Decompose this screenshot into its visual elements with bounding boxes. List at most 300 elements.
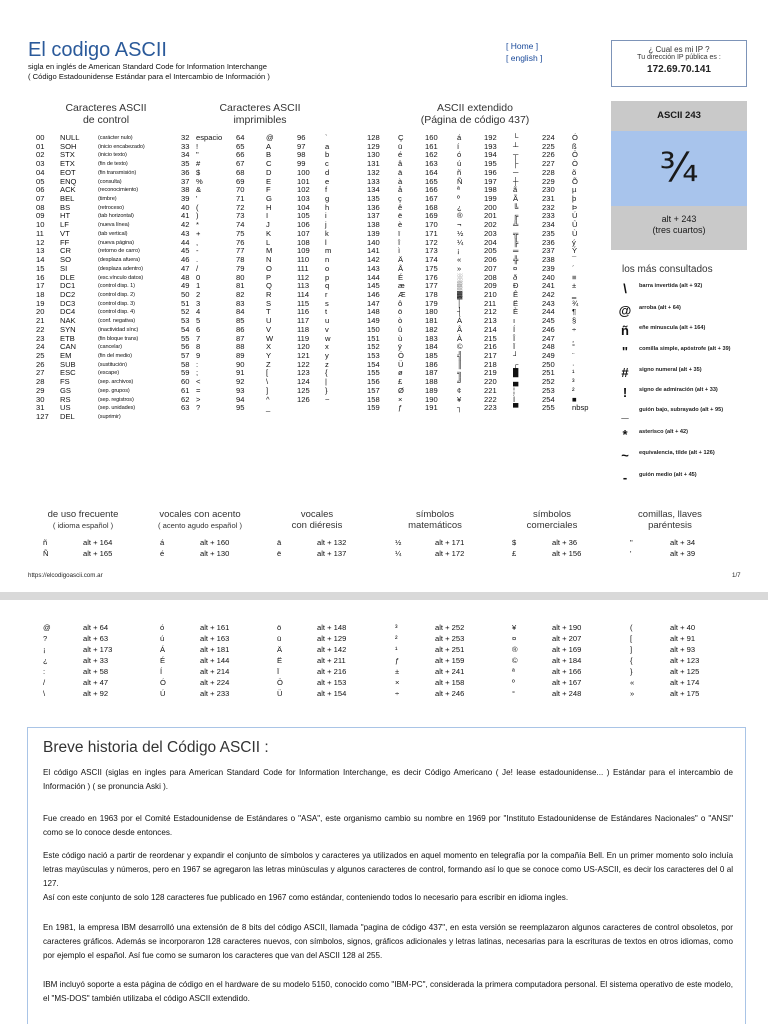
category-alt-code: alt + 160 (200, 538, 230, 547)
category-alt-code: alt + 159 (435, 656, 465, 665)
ascii-code: 112 (297, 272, 310, 282)
ascii-char: ÷ (572, 324, 577, 334)
ascii-char: ▀ (513, 403, 519, 413)
category-char: ú (160, 634, 165, 643)
ascii-description: (escape) (98, 370, 119, 377)
ascii-code: 201 (484, 211, 497, 221)
extended-subtitle: (Página de código 437) (420, 114, 530, 126)
ascii-code: 38 (181, 185, 190, 195)
ascii-code: 141 (367, 246, 380, 256)
ascii-char: ® (457, 211, 463, 221)
ascii-code: 36 (181, 167, 190, 177)
ascii-code: 240 (542, 272, 555, 282)
ascii-char: 8 (196, 342, 201, 352)
ascii-description: (sep. grupos) (98, 387, 130, 394)
ascii-code: 33 (181, 141, 190, 151)
site-title[interactable]: El codigo ASCII (28, 39, 167, 61)
ascii-char: Ç (398, 133, 404, 142)
ascii-code: 110 (297, 255, 310, 265)
ascii-code: 57 (181, 351, 190, 360)
ascii-char: ª (457, 185, 460, 195)
category-alt-code: alt + 167 (552, 678, 582, 687)
most-consulted-label: comilla simple, apóstrofe (alt + 39) (639, 346, 731, 352)
ascii-code: 158 (367, 394, 380, 404)
ascii-char: 5 (196, 316, 201, 326)
category-char: ü (277, 634, 282, 643)
category-char: é (160, 549, 165, 558)
most-consulted-symbol: - (622, 470, 628, 485)
ascii-code: 76 (236, 237, 245, 247)
ascii-code: 203 (484, 228, 497, 238)
ascii-code: 142 (367, 255, 380, 265)
ascii-code: 124 (297, 377, 310, 387)
ascii-code: 120 (297, 342, 310, 352)
ascii-code: 238 (542, 255, 555, 265)
ascii-char: ~ (325, 394, 330, 404)
ascii-description: (fin transmisión) (98, 169, 137, 176)
most-consulted-symbol: ! (622, 385, 628, 400)
ascii-code: 229 (542, 176, 555, 186)
ascii-code: 176 (425, 272, 438, 282)
category-char: ¼ (395, 549, 402, 558)
ascii-code: 130 (367, 150, 380, 160)
ascii-description: (nueva línea) (98, 222, 130, 229)
most-consulted-label: arroba (alt + 64) (639, 305, 681, 311)
ascii-code: 221 (484, 385, 497, 395)
category-title: comillas, llaves (638, 509, 702, 520)
ascii-code: 37 (181, 176, 190, 186)
ascii-code: 162 (425, 150, 438, 160)
ascii-code: 182 (425, 324, 438, 334)
history-paragraph: Así con este conjunto de solo 128 caracteres fue publicado en 1967 como estándar, conteniendo todos lo necesario para escribir en idioma ingles. (43, 893, 569, 902)
ascii-char: Ä (398, 255, 404, 265)
category-char: É (160, 656, 166, 665)
ascii-code: 252 (542, 377, 555, 387)
most-consulted-symbol: # (621, 365, 629, 380)
ascii-char: ´ (572, 263, 575, 273)
ascii-char: H (266, 202, 272, 212)
ascii-code: 66 (236, 150, 245, 160)
most-consulted-label: guión bajo, subrayado (alt + 95) (639, 407, 724, 413)
ascii-code: 185 (425, 351, 438, 360)
ascii-description: (tab vertical) (98, 230, 128, 237)
ascii-char: ╬ (513, 255, 519, 265)
control-header (36, 102, 176, 126)
ascii-code: 69 (236, 176, 245, 186)
ascii-char: HT (60, 211, 71, 221)
category-char: ? (43, 634, 48, 643)
ascii-code: 161 (425, 141, 438, 151)
ascii-description: (tab horizontal) (98, 213, 134, 220)
ascii-code: 123 (297, 368, 310, 378)
ascii-char: Ü (398, 359, 404, 369)
ascii-char: ¢ (457, 385, 462, 395)
control-subtitle: de control (82, 114, 130, 126)
category-char: ( (630, 623, 633, 632)
ascii-char: Ï (513, 342, 516, 352)
ascii-code: 17 (36, 281, 45, 291)
ascii-code: 154 (367, 359, 380, 369)
ascii-code: 139 (367, 228, 380, 238)
ascii-code: 22 (36, 324, 45, 334)
ascii-char: ± (572, 281, 577, 291)
ascii-char: V (266, 324, 272, 334)
ascii-char: Ø (398, 385, 404, 395)
nav-english-link[interactable]: english (510, 53, 538, 63)
ascii-char: █ (513, 368, 519, 378)
ascii-char: ¶ (572, 307, 577, 317)
category-header (497, 509, 607, 531)
ascii-code: 109 (297, 246, 310, 256)
ascii-code: 151 (367, 333, 380, 343)
ascii-code: 178 (425, 289, 438, 299)
ascii-code: 29 (36, 385, 45, 395)
ascii-char: ı (513, 316, 516, 326)
ascii-char: Ã (513, 194, 519, 204)
most-consulted-title: los más consultados (622, 264, 713, 275)
ascii-char: - (196, 246, 199, 256)
ascii-code: 220 (484, 377, 497, 387)
ascii-char: ¾ (572, 298, 579, 308)
ascii-code: 143 (367, 263, 380, 273)
ascii-char: s (325, 298, 329, 308)
category-alt-code: alt + 93 (670, 645, 696, 654)
ascii-code: 43 (181, 228, 190, 238)
ascii-code: 117 (297, 316, 310, 326)
category-char: ± (395, 667, 400, 676)
ascii-code: 219 (484, 368, 497, 378)
category-char: Ó (160, 678, 166, 687)
ascii-char: Þ (572, 202, 578, 212)
category-alt-code: alt + 211 (317, 656, 346, 665)
ascii-code: 97 (297, 141, 306, 151)
category-char: « (630, 678, 635, 687)
ascii-char: ¤ (513, 263, 518, 273)
page-number: 1/7 (732, 572, 741, 579)
ascii-code: 210 (484, 289, 497, 299)
ascii-char: ETX (60, 159, 75, 169)
ascii-char: × (398, 394, 403, 404)
ascii-char: ╩ (513, 220, 519, 230)
ascii-code: 137 (367, 211, 380, 221)
ascii-char: p (325, 272, 330, 282)
ascii-char: ACK (60, 185, 76, 195)
ascii-code: 34 (181, 150, 190, 160)
ascii-code: 165 (425, 176, 438, 186)
ip-label: Tu dirección IP pública es : (637, 54, 721, 61)
ascii-code: 134 (367, 185, 380, 195)
ascii-code: 217 (484, 351, 497, 360)
ascii-code: 211 (484, 298, 497, 308)
ascii-code: 32 (181, 133, 190, 142)
category-alt-code: alt + 190 (552, 623, 582, 632)
ascii-code: 149 (367, 316, 380, 326)
category-alt-code: alt + 40 (670, 623, 696, 632)
ascii-char: U (266, 316, 272, 326)
category-char: ¿ (43, 656, 48, 665)
ascii-char: ¨ (572, 351, 575, 360)
ip-box[interactable] (611, 40, 747, 87)
ascii-code: 74 (236, 220, 245, 230)
category-title: símbolos (415, 509, 454, 520)
ascii-highlight-info (611, 206, 747, 250)
category-title: vocales con acento (159, 509, 241, 520)
ascii-char: ┬ (513, 150, 519, 160)
ascii-char: DC2 (60, 289, 76, 299)
ascii-char: x (325, 342, 329, 352)
ascii-code: 47 (181, 263, 190, 273)
ascii-char: £ (398, 377, 403, 387)
ascii-code: 12 (36, 237, 45, 247)
category-alt-code: alt + 163 (200, 634, 230, 643)
ascii-code: 152 (367, 342, 380, 352)
ascii-code: 106 (297, 220, 310, 230)
ascii-char: u (325, 316, 330, 326)
ascii-code: 83 (236, 298, 245, 308)
ascii-char: EOT (60, 167, 76, 177)
category-subtitle: paréntesis (648, 520, 692, 531)
ascii-code: 20 (36, 307, 45, 317)
category-char: ³ (395, 623, 398, 632)
ascii-char: 2 (196, 289, 201, 299)
ascii-char: ç (398, 194, 402, 204)
ascii-char: ▄ (513, 377, 519, 387)
ascii-char: ¥ (457, 394, 462, 404)
ascii-char: Í (513, 324, 516, 334)
history-paragraph: En 1981, la empresa IBM desarrolló una extensión de 8 bits del código ASCII, llamada "pagina de código 437", en esta versión se reemplazaron algunos caracteres de control obsoletos, por caracteres gráficos. Además se incorporaron 128 caracteres nuevos, con símbolos, signos, gráficos adicionales y letras latinas, necesarias para la escrituras de textos en otros idiomas, como por ejemplo el español. Así fue como se sumaron los caracteres que van del ASCII 128 al 255. (43, 923, 733, 960)
category-char: @ (43, 623, 51, 632)
ascii-code: 237 (542, 246, 555, 256)
ascii-code: 200 (484, 202, 497, 212)
category-subtitle: matemáticos (408, 520, 462, 531)
category-header (28, 509, 138, 531)
ascii-char: ║ (457, 359, 463, 369)
ascii-char: ! (196, 141, 199, 151)
ascii-char: ETB (60, 333, 75, 343)
ascii-description: (cancelar) (98, 344, 122, 351)
ascii-char: Æ (398, 289, 406, 299)
ascii-code: 80 (236, 272, 245, 282)
category-alt-code: alt + 253 (435, 634, 465, 643)
ascii-char: ï (398, 228, 401, 238)
ascii-char: ü (398, 141, 403, 151)
ascii-code: 62 (181, 394, 190, 404)
ascii-char: LF (60, 220, 69, 230)
ascii-char: _ (266, 403, 271, 413)
ascii-char: B (266, 150, 272, 160)
ascii-code: 166 (425, 185, 438, 195)
ascii-char: I (266, 211, 269, 221)
ascii-code: 195 (484, 159, 497, 169)
ascii-char: SYN (60, 324, 76, 334)
category-alt-code: alt + 248 (552, 689, 582, 698)
printable-title: Caracteres ASCII (219, 102, 301, 114)
ascii-code: 54 (181, 324, 190, 334)
ascii-char: þ (572, 194, 577, 204)
category-subtitle: ( idioma español ) (52, 521, 114, 530)
category-char: ® (512, 645, 518, 654)
most-consulted-label: signo numeral (alt + 35) (639, 367, 702, 373)
ascii-char: 9 (196, 351, 201, 360)
category-char: \ (43, 689, 46, 698)
ascii-char: FF (60, 237, 70, 247)
ascii-char: ( (196, 202, 199, 212)
ascii-char: Ý (572, 246, 578, 256)
ascii-char: G (266, 194, 272, 204)
ascii-code: 167 (425, 194, 438, 204)
category-alt-code: alt + 169 (552, 645, 582, 654)
ascii-code: 19 (36, 298, 45, 308)
ascii-code: 146 (367, 289, 380, 299)
ascii-code: 63 (181, 403, 190, 413)
category-alt-code: alt + 91 (670, 634, 696, 643)
nav-home-link[interactable]: Home (510, 41, 534, 51)
ascii-char: W (266, 333, 274, 343)
ascii-description: (fin del medio) (98, 353, 132, 359)
ascii-char: Ê (513, 289, 519, 299)
ascii-description: (control disp. 2) (98, 291, 135, 298)
category-alt-code: alt + 233 (200, 689, 230, 698)
ascii-code: 212 (484, 307, 497, 317)
ascii-code: 35 (181, 159, 190, 169)
ascii-char: US (60, 403, 71, 413)
ascii-code: 75 (236, 228, 245, 238)
history-box (27, 727, 746, 1024)
ascii-char: nbsp (572, 403, 589, 413)
ascii-char: ‗ (572, 289, 577, 299)
ascii-code: 243 (542, 298, 555, 308)
ascii-code: 122 (297, 359, 310, 369)
ascii-code: 103 (297, 194, 310, 204)
ascii-code: 126 (297, 394, 310, 404)
ascii-char: ) (196, 211, 199, 221)
ascii-char: FS (60, 377, 70, 387)
ascii-code: 15 (36, 263, 45, 273)
ascii-char: w (325, 333, 331, 343)
ascii-description: (sustitución) (98, 361, 127, 368)
ascii-code: 135 (367, 194, 380, 204)
ascii-description: (reconocimiento) (98, 187, 139, 194)
category-alt-code: alt + 184 (552, 656, 582, 665)
ascii-char: Õ (572, 176, 578, 186)
ascii-description: (sep. archivos) (98, 379, 134, 386)
ascii-char: R (266, 289, 272, 299)
ascii-char: É (398, 272, 404, 282)
ascii-code: 11 (36, 228, 44, 238)
ascii-char: È (513, 307, 519, 317)
ascii-code: 246 (542, 324, 555, 334)
ascii-code: 114 (297, 289, 310, 299)
category-alt-code: alt + 172 (435, 549, 465, 558)
ascii-char: RS (60, 394, 71, 404)
ascii-description: (carácter nulo) (98, 135, 133, 141)
ascii-char: ¦ (513, 385, 515, 395)
ascii-char: DLE (60, 272, 75, 282)
category-char: ñ (43, 538, 48, 547)
most-consulted-label: eñe minuscula (alt + 164) (639, 325, 706, 331)
ascii-code: 68 (236, 167, 245, 177)
ascii-code: 105 (297, 211, 310, 221)
ip-question: ¿ Cual es mi IP ? (648, 45, 710, 54)
ascii-code: 100 (297, 167, 310, 177)
category-char: { (630, 656, 633, 665)
ascii-code: 113 (297, 281, 310, 291)
ascii-code: 18 (36, 289, 45, 299)
ascii-code: 98 (297, 150, 306, 160)
ascii-code: 147 (367, 298, 380, 308)
ascii-char: ä (398, 167, 403, 177)
ascii-char: Ò (572, 159, 578, 169)
ascii-char: y (325, 351, 329, 360)
ascii-code: 06 (36, 185, 45, 195)
category-alt-code: alt + 130 (200, 549, 230, 558)
ascii-char: ¹ (572, 368, 575, 378)
ascii-char: DC4 (60, 307, 76, 317)
ascii-char: Â (457, 324, 463, 334)
ascii-highlight-name: (tres cuartos) (652, 225, 706, 235)
ascii-description: (retroceso) (98, 204, 124, 211)
ascii-char: Ú (572, 211, 578, 221)
ascii-char: ° (572, 342, 576, 352)
ascii-code: 171 (425, 228, 438, 238)
category-alt-code: alt + 181 (200, 645, 230, 654)
ascii-char: < (196, 377, 201, 387)
history-paragraph: Fue creado en 1963 por el Comité Estadounidense de Estándares o "ASA", este organismo cambio su nombre en 1969 por "Instituto Estadounidense de Estándares Nacionales" o "ANSI" como se lo conoce desde entonces. (43, 814, 733, 837)
ascii-code: 79 (236, 263, 245, 273)
category-char: $ (512, 538, 517, 547)
category-char: Ñ (43, 549, 49, 558)
ascii-char: $ (196, 167, 201, 177)
ascii-code: 196 (484, 167, 497, 177)
ascii-code: 208 (484, 272, 497, 282)
category-alt-code: alt + 224 (200, 678, 230, 687)
ascii-char: ó (457, 150, 462, 160)
ascii-char: ß (572, 141, 577, 151)
ascii-description: (retorno de carro) (98, 248, 140, 255)
category-char: Á (160, 645, 166, 654)
ascii-char: [ (266, 368, 269, 378)
ascii-char: ╚ (513, 202, 519, 212)
ascii-code: 119 (297, 333, 310, 343)
ascii-char: NULL (60, 133, 80, 142)
ascii-char: / (196, 263, 199, 273)
category-alt-code: alt + 154 (317, 689, 347, 698)
category-alt-code: alt + 63 (83, 634, 109, 643)
ascii-code: 193 (484, 141, 497, 151)
ascii-char: æ (398, 281, 405, 291)
ascii-char: Ë (513, 298, 519, 308)
ascii-char: = (196, 385, 201, 395)
ascii-code: 73 (236, 211, 245, 221)
ascii-code: 206 (484, 255, 497, 265)
ascii-code: 39 (181, 194, 190, 204)
ascii-code: 121 (297, 351, 310, 360)
ascii-code: 116 (297, 307, 310, 317)
most-consulted-label: barra invertida (alt + 92) (639, 283, 703, 289)
ascii-code: 144 (367, 272, 380, 282)
ascii-char: q (325, 281, 330, 291)
ascii-code: 253 (542, 385, 555, 395)
ascii-code: 194 (484, 150, 497, 160)
most-consulted-symbol: \ (623, 281, 627, 296)
ascii-code: 186 (425, 359, 438, 369)
category-char: ÷ (395, 689, 400, 698)
ascii-code: 87 (236, 333, 245, 343)
category-char: Ü (277, 689, 283, 698)
category-alt-code: alt + 241 (435, 667, 465, 676)
ascii-char: Y (266, 351, 272, 360)
category-alt-code: alt + 137 (317, 549, 347, 558)
